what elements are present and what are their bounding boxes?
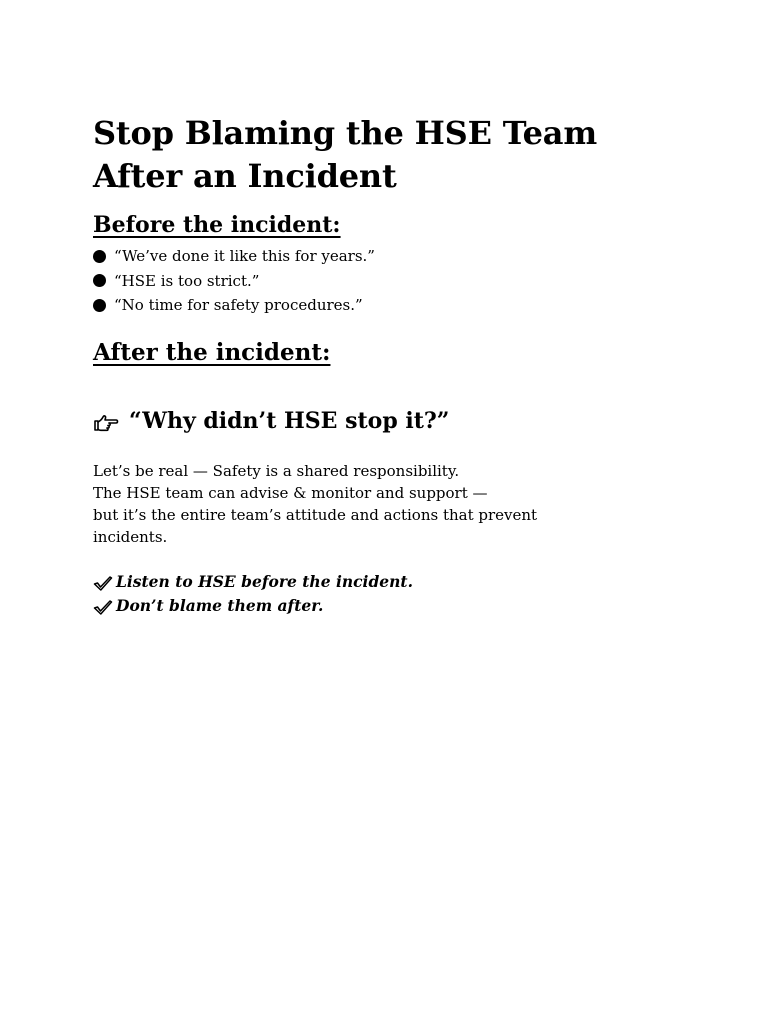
checkmark-icon xyxy=(93,598,113,614)
checklist xyxy=(93,570,733,618)
check-text: Don’t blame them after. xyxy=(116,595,324,615)
paragraph-line: Let’s be real — Safety is a shared responsibility. xyxy=(93,461,460,480)
after-heading: After the incident: xyxy=(93,338,331,366)
check-item xyxy=(93,594,733,618)
title-line-1: Stop Blaming the HSE Team xyxy=(93,114,598,152)
paragraph-line: The HSE team can advise & monitor and support — xyxy=(93,483,488,502)
document-page xyxy=(93,112,733,618)
quote-text: “No time for safety procedures.” xyxy=(114,296,363,315)
paragraph-line: but it’s the entire team’s attitude and actions that prevent xyxy=(93,505,538,524)
body-paragraph xyxy=(93,460,733,548)
before-heading: Before the incident: xyxy=(93,212,341,238)
check-item xyxy=(93,570,733,594)
before-quotes-list xyxy=(93,244,733,318)
bullet-icon xyxy=(93,299,106,312)
question-text: “Why didn’t HSE stop it?” xyxy=(129,407,450,434)
paragraph-line: incidents. xyxy=(93,527,168,546)
bullet-icon xyxy=(93,250,106,263)
list-item xyxy=(93,269,733,294)
bullet-icon xyxy=(93,274,106,287)
checkmark-icon xyxy=(93,574,113,590)
quote-text: “HSE is too strict.” xyxy=(114,271,260,290)
pointing-hand-icon xyxy=(93,411,119,431)
page-title xyxy=(93,112,733,198)
list-item xyxy=(93,293,733,318)
check-text: Listen to HSE before the incident. xyxy=(116,571,413,591)
quote-text: “We’ve done it like this for years.” xyxy=(114,247,375,266)
list-item xyxy=(93,244,733,269)
title-line-2: After an Incident xyxy=(93,157,397,195)
question-line xyxy=(93,406,733,436)
